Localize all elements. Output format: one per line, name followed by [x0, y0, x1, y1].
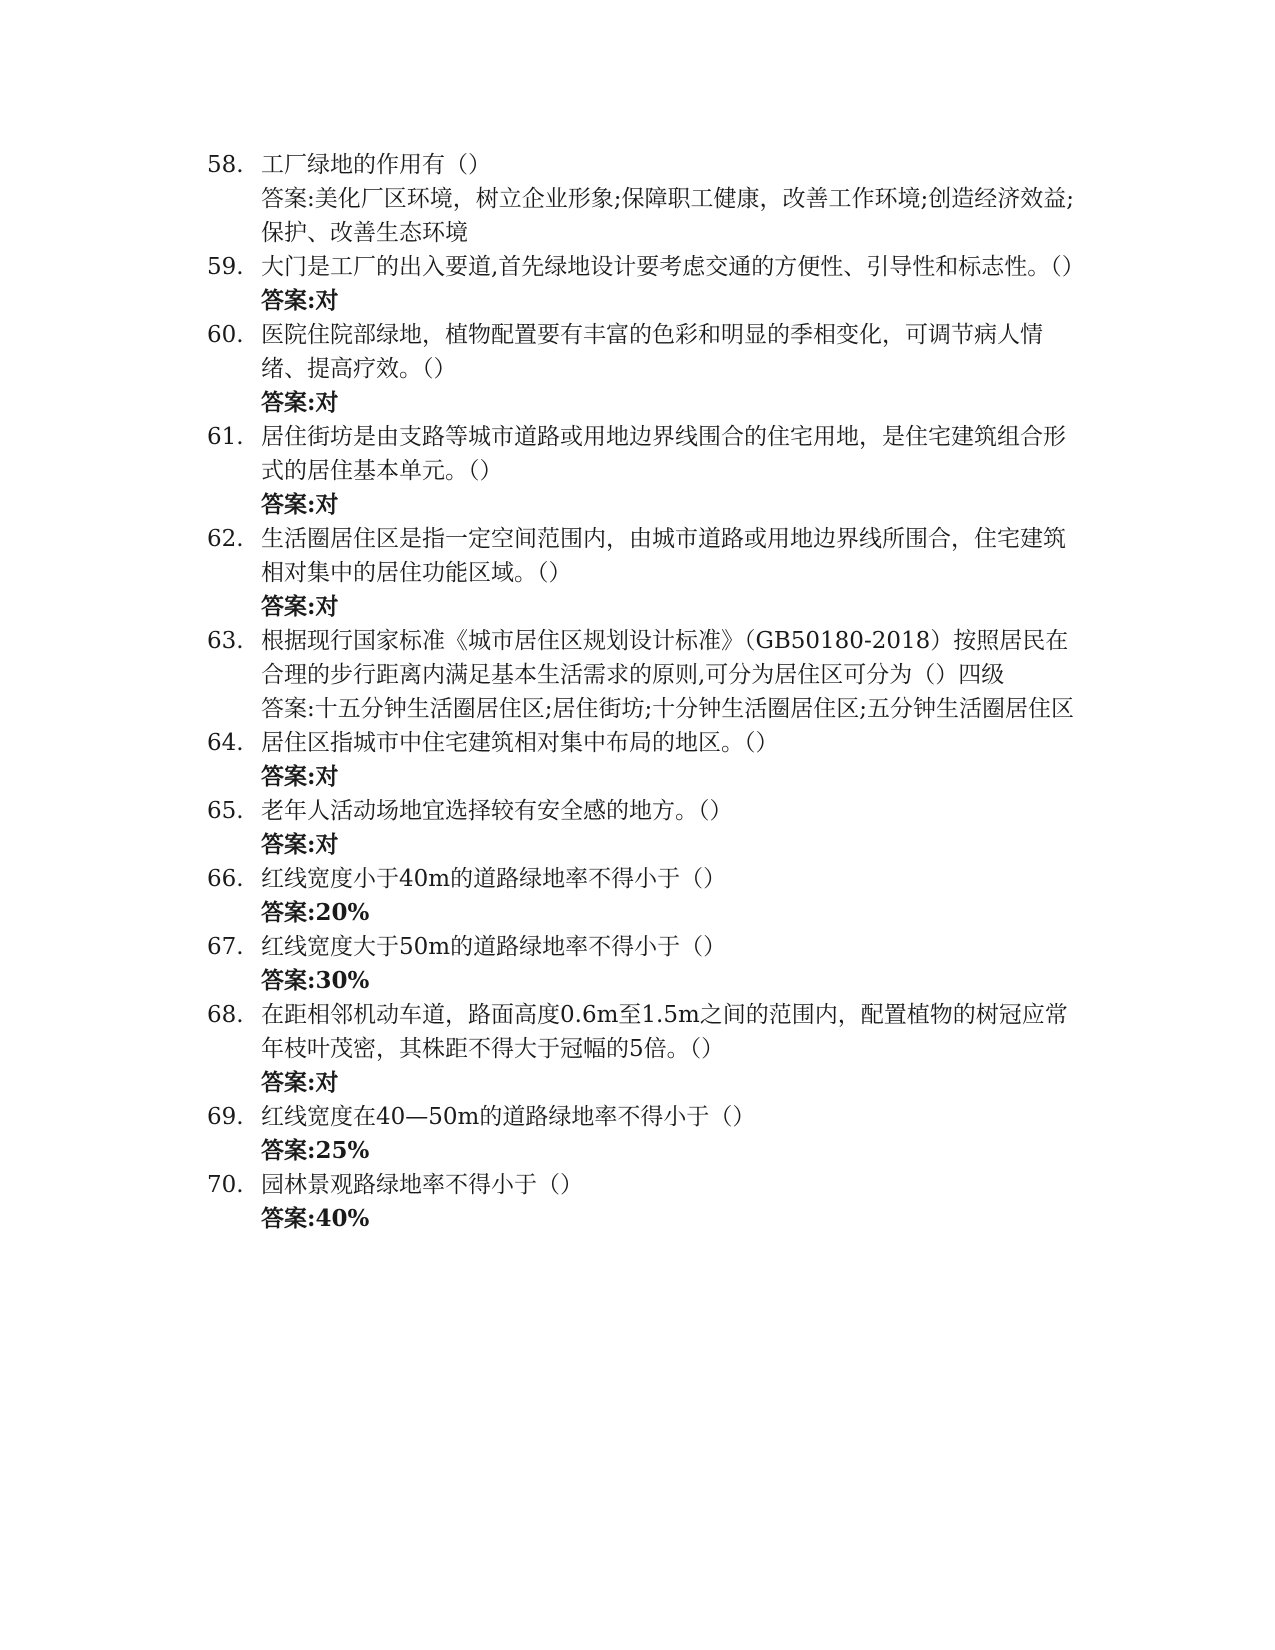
- answer-text: 答案:对: [261, 831, 339, 858]
- question-number: 69.: [207, 1104, 244, 1130]
- question-body: [261, 522, 1087, 624]
- question-text: 大门是工厂的出入要道,首先绿地设计要考虑交通的方便性、引导性和标志性。（）: [261, 254, 1085, 280]
- question-item-64: [207, 726, 1087, 794]
- question-number: 64.: [207, 730, 244, 756]
- question-number: 59.: [207, 254, 244, 280]
- question-text: 老年人活动场地宜选择较有安全感的地方。（）: [261, 798, 733, 824]
- question-text: 居住区指城市中住宅建筑相对集中布局的地区。（）: [261, 730, 779, 756]
- question-number: 62.: [207, 526, 244, 552]
- question-text: 根据现行国家标准《城市居住区规划设计标准》（GB50180-2018）按照居民在合理的步行距离内满足基本生活需求的原则,可分为居住区可分为（）四级: [261, 628, 1069, 688]
- answer-text: 答案:美化厂区环境，树立企业形象;保障职工健康，改善工作环境;创造经济效益;保护、改善生态环境: [261, 186, 1074, 246]
- answer-text: 答案:20%: [261, 899, 370, 926]
- answer-text: 答案:对: [261, 389, 339, 416]
- question-item-65: [207, 794, 1087, 862]
- question-body: [261, 148, 1087, 250]
- question-number: 67.: [207, 934, 244, 960]
- question-item-62: [207, 522, 1087, 624]
- question-text: 居住街坊是由支路等城市道路或用地边界线围合的住宅用地，是住宅建筑组合形式的居住基本单元。（）: [261, 424, 1066, 484]
- question-item-61: [207, 420, 1087, 522]
- question-item-69: [207, 1100, 1087, 1168]
- answer-text: 答案:对: [261, 763, 339, 790]
- question-text: 生活圈居住区是指一定空间范围内，由城市道路或用地边界线所围合，住宅建筑相对集中的居住功能区域。（）: [261, 526, 1066, 586]
- question-item-63: [207, 624, 1087, 726]
- answer-text: 答案:30%: [261, 967, 370, 994]
- question-text: 在距相邻机动车道，路面高度0.6m至1.5m之间的范围内，配置植物的树冠应常年枝叶茂密，其株距不得大于冠幅的5倍。（）: [261, 1002, 1068, 1062]
- question-text: 工厂绿地的作用有（）: [261, 152, 491, 178]
- question-body: [261, 420, 1087, 522]
- question-body: [261, 862, 1087, 930]
- question-number: 60.: [207, 322, 244, 348]
- answer-text: 答案:对: [261, 1069, 339, 1096]
- question-text: 红线宽度大于50m的道路绿地率不得小于（）: [261, 934, 727, 960]
- question-number: 58.: [207, 152, 244, 178]
- question-number: 70.: [207, 1172, 244, 1198]
- answer-text: 答案:对: [261, 287, 339, 314]
- answer-text: 答案:对: [261, 593, 339, 620]
- question-number: 65.: [207, 798, 244, 824]
- answer-text: 答案:十五分钟生活圈居住区;居住街坊;十分钟生活圈居住区;五分钟生活圈居住区: [261, 696, 1074, 722]
- question-list: [207, 148, 1087, 1236]
- question-number: 61.: [207, 424, 244, 450]
- question-body: [261, 250, 1087, 318]
- answer-text: 答案:40%: [261, 1205, 370, 1232]
- question-body: [261, 930, 1087, 998]
- question-text: 红线宽度在40—50m的道路绿地率不得小于（）: [261, 1104, 756, 1130]
- question-number: 68.: [207, 1002, 244, 1028]
- question-item-59: [207, 250, 1087, 318]
- question-body: [261, 1168, 1087, 1236]
- question-body: [261, 624, 1087, 726]
- question-item-60: [207, 318, 1087, 420]
- question-body: [261, 1100, 1087, 1168]
- question-body: [261, 726, 1087, 794]
- question-text: 红线宽度小于40m的道路绿地率不得小于（）: [261, 866, 727, 892]
- answer-text: 答案:对: [261, 491, 339, 518]
- question-text: 园林景观路绿地率不得小于（）: [261, 1172, 583, 1198]
- question-item-58: [207, 148, 1087, 250]
- question-item-68: [207, 998, 1087, 1100]
- question-number: 63.: [207, 628, 244, 654]
- question-body: [261, 794, 1087, 862]
- question-item-70: [207, 1168, 1087, 1236]
- question-body: [261, 318, 1087, 420]
- question-item-67: [207, 930, 1087, 998]
- question-item-66: [207, 862, 1087, 930]
- question-number: 66.: [207, 866, 244, 892]
- answer-text: 答案:25%: [261, 1137, 370, 1164]
- question-body: [261, 998, 1087, 1100]
- question-text: 医院住院部绿地，植物配置要有丰富的色彩和明显的季相变化，可调节病人情绪、提高疗效。（）: [261, 322, 1043, 382]
